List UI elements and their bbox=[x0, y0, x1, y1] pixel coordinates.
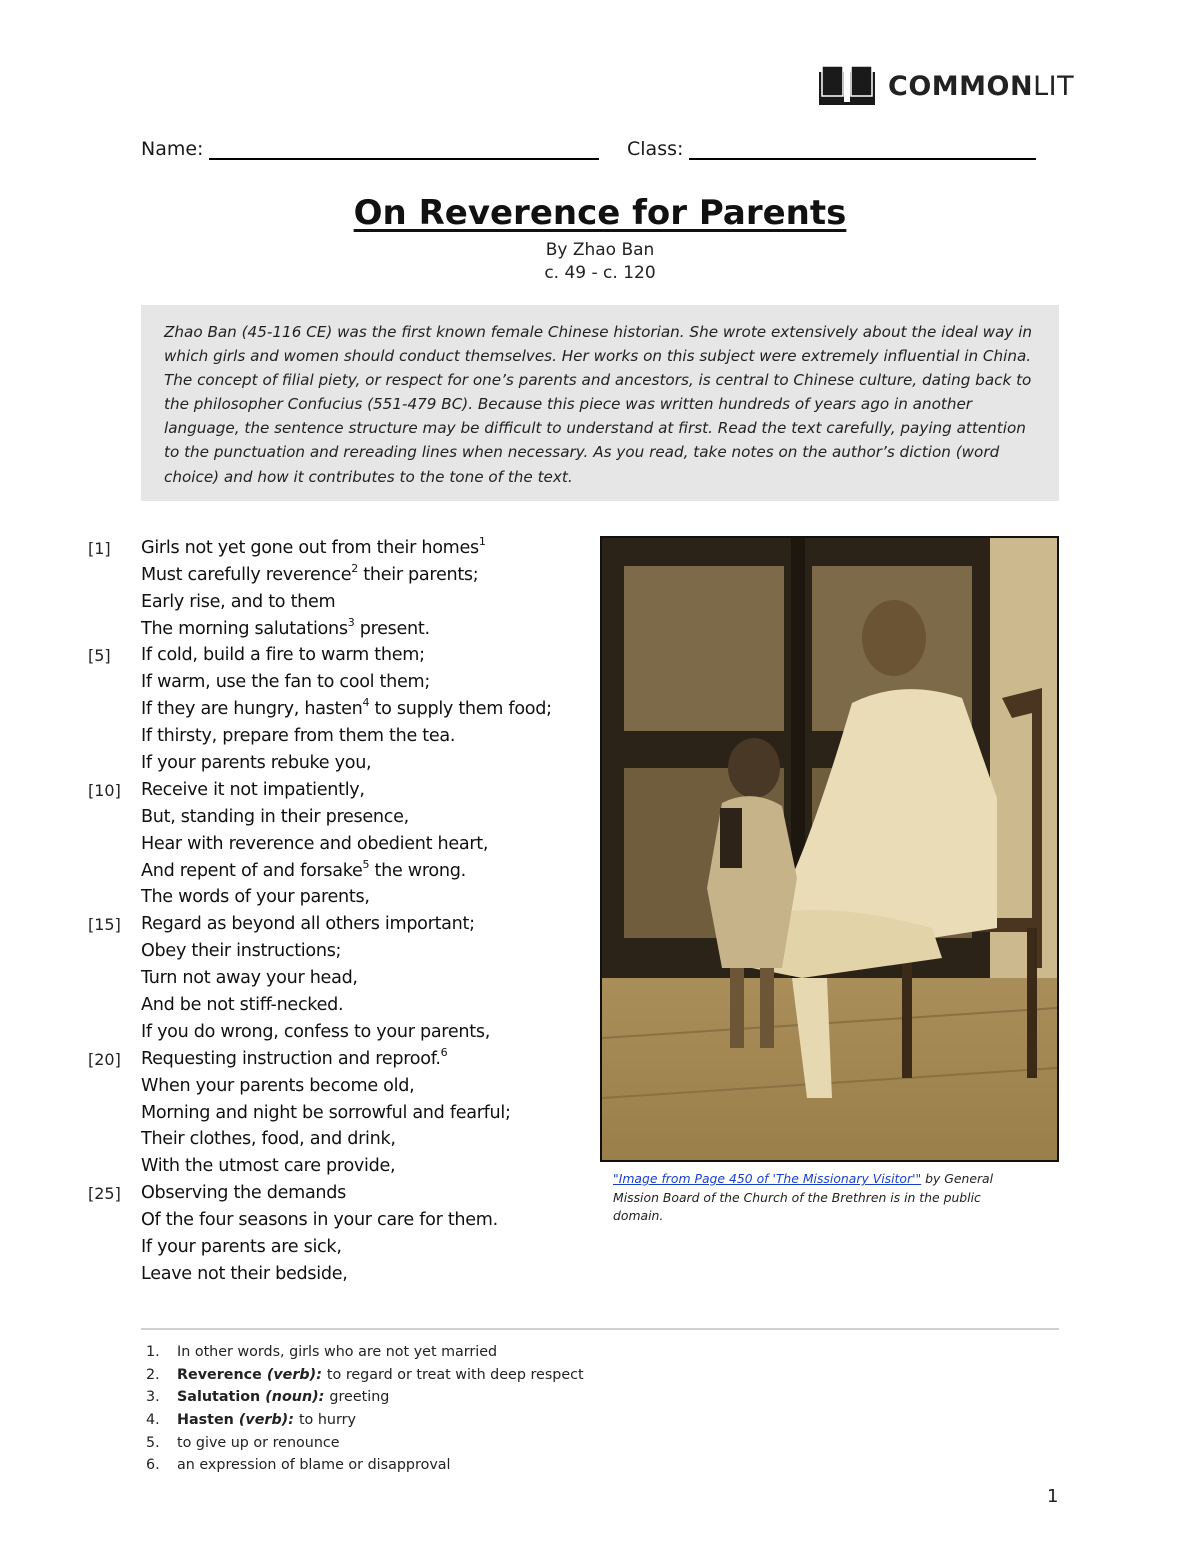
poem-line bbox=[88, 531, 608, 558]
line-text-main: Of the four seasons in your care for them. bbox=[141, 1210, 498, 1231]
line-text bbox=[141, 1210, 498, 1230]
footnote-number: 2. bbox=[146, 1366, 160, 1383]
line-text-main: If your parents rebuke you, bbox=[141, 753, 372, 774]
poem-line bbox=[88, 1257, 608, 1284]
footnote-item bbox=[146, 1386, 584, 1409]
line-text bbox=[141, 645, 425, 665]
footnote-term: Hasten bbox=[177, 1412, 234, 1429]
poem-line bbox=[88, 1042, 608, 1069]
poem-line bbox=[88, 665, 608, 692]
name-line[interactable] bbox=[209, 138, 599, 160]
poem-line bbox=[88, 1015, 608, 1042]
line-text bbox=[141, 672, 430, 692]
line-text bbox=[141, 857, 466, 881]
line-text bbox=[141, 1022, 490, 1042]
poem-line bbox=[88, 692, 608, 719]
line-text bbox=[141, 1183, 346, 1203]
line-text-main: Their clothes, food, and drink, bbox=[141, 1129, 396, 1150]
line-text bbox=[141, 615, 430, 639]
poem-line bbox=[88, 558, 608, 585]
footnote-term: Salutation bbox=[177, 1389, 261, 1406]
line-text-main: The morning salutations bbox=[141, 618, 348, 639]
footnote-part-of-speech: (verb): bbox=[266, 1366, 322, 1383]
line-text-main: Receive it not impatiently, bbox=[141, 779, 365, 800]
line-text-main: Hear with reverence and obedient heart, bbox=[141, 833, 489, 854]
footnote-term: Reverence bbox=[177, 1366, 262, 1383]
line-text-main: Observing the demands bbox=[141, 1183, 347, 1204]
line-text-main: Requesting instruction and reproof. bbox=[141, 1048, 441, 1069]
line-text bbox=[141, 1237, 342, 1257]
line-text-after: the wrong. bbox=[369, 860, 466, 881]
poem-line bbox=[88, 585, 608, 612]
poem-line bbox=[88, 1176, 608, 1203]
line-text bbox=[141, 1103, 511, 1123]
footnote-marker[interactable]: 6 bbox=[440, 1045, 448, 1059]
line-text bbox=[141, 807, 409, 827]
line-text-after: to supply them food; bbox=[369, 699, 552, 720]
line-text-after: present. bbox=[354, 618, 430, 639]
footnote-number: 4. bbox=[146, 1412, 160, 1429]
poem-line bbox=[88, 988, 608, 1015]
poem-line bbox=[88, 827, 608, 854]
author-dates: c. 49 - c. 120 bbox=[544, 263, 656, 283]
line-text-main: When your parents become old, bbox=[141, 1075, 415, 1096]
line-text-main: The words of your parents, bbox=[141, 887, 370, 908]
poem-line bbox=[88, 1123, 608, 1150]
line-number: [10] bbox=[88, 780, 121, 800]
line-text bbox=[141, 941, 341, 961]
line-text-main: Early rise, and to them bbox=[141, 591, 336, 612]
poem-line bbox=[88, 1149, 608, 1176]
line-text-main: Girls not yet gone out from their homes bbox=[141, 537, 479, 558]
footnote-item bbox=[146, 1454, 584, 1477]
line-text-main: If thirsty, prepare from them the tea. bbox=[141, 726, 456, 747]
poem-line bbox=[88, 639, 608, 666]
line-text bbox=[141, 753, 371, 773]
line-text-main: If warm, use the fan to cool them; bbox=[141, 672, 430, 693]
line-text-main: Morning and night be sorrowful and fearful; bbox=[141, 1102, 511, 1123]
footnote-divider bbox=[141, 1328, 1059, 1330]
page-title: On Reverence for Parents bbox=[353, 193, 847, 233]
line-text-after: their parents; bbox=[357, 564, 479, 585]
footnote-marker[interactable]: 3 bbox=[347, 615, 355, 629]
poem-line bbox=[88, 881, 608, 908]
line-text-main: Obey their instructions; bbox=[141, 941, 342, 962]
line-text-main: And repent of and forsake bbox=[141, 860, 363, 881]
name-label: Name: bbox=[141, 138, 204, 160]
poem-line bbox=[88, 612, 608, 639]
line-text bbox=[141, 1156, 395, 1176]
line-text-main: With the utmost care provide, bbox=[141, 1156, 396, 1177]
line-number: [1] bbox=[88, 538, 111, 558]
footnote-item bbox=[146, 1341, 584, 1364]
footnote-part-of-speech: (noun): bbox=[265, 1389, 325, 1406]
poem-line bbox=[88, 1069, 608, 1096]
image-caption bbox=[613, 1170, 1033, 1226]
footnote-number: 6. bbox=[146, 1457, 160, 1474]
footnote-item bbox=[146, 1409, 584, 1432]
line-number: [5] bbox=[88, 646, 111, 666]
footnote-marker[interactable]: 4 bbox=[362, 696, 370, 710]
footnote-definition: greeting bbox=[329, 1389, 390, 1406]
author-byline: By Zhao Ban bbox=[545, 240, 655, 260]
footnote-definition: to hurry bbox=[298, 1412, 356, 1429]
poem-line bbox=[88, 961, 608, 988]
line-text-main: If your parents are sick, bbox=[141, 1237, 342, 1258]
footnote-item bbox=[146, 1431, 584, 1454]
page-number: 1 bbox=[1047, 1486, 1059, 1507]
line-text bbox=[141, 834, 488, 854]
poem-line bbox=[88, 1203, 608, 1230]
footnote-definition: an expression of blame or disapproval bbox=[177, 1457, 451, 1474]
footnote-item bbox=[146, 1364, 584, 1387]
line-text bbox=[141, 592, 335, 612]
footnote-definition: to give up or renounce bbox=[177, 1434, 340, 1451]
name-field[interactable] bbox=[141, 138, 599, 160]
line-text bbox=[141, 914, 475, 934]
photo-illustration bbox=[602, 538, 1057, 1160]
line-text bbox=[141, 561, 479, 585]
footnote-marker[interactable]: 5 bbox=[362, 857, 370, 871]
line-text-main: Must carefully reverence bbox=[141, 564, 352, 585]
footnote-definition: In other words, girls who are not yet married bbox=[177, 1344, 498, 1361]
footnote-marker[interactable]: 1 bbox=[478, 534, 486, 548]
historical-photo bbox=[600, 536, 1059, 1162]
poem-line bbox=[88, 773, 608, 800]
footnote-number: 1. bbox=[146, 1344, 160, 1361]
poem-line bbox=[88, 800, 608, 827]
poem-line bbox=[88, 1230, 608, 1257]
line-text-main: If you do wrong, confess to your parents, bbox=[141, 1021, 490, 1042]
footnotes-list bbox=[146, 1341, 584, 1477]
line-text-main: Turn not away your head, bbox=[141, 968, 358, 989]
line-text bbox=[141, 534, 486, 558]
line-text bbox=[141, 696, 552, 720]
line-text-main: But, standing in their presence, bbox=[141, 806, 409, 827]
logo-text: COMMONLIT bbox=[888, 70, 1075, 102]
footnote-number: 3. bbox=[146, 1389, 160, 1406]
poem-line bbox=[88, 746, 608, 773]
commonlit-logo bbox=[818, 66, 1074, 106]
intro-text: Zhao Ban (45-116 CE) was the first known female Chinese historian. She wrote extensively about the ideal way in which girls and women should conduct themselves. Her works on this subject were extremely influential in China. The concept of filial piety, or respect for one’s parents and ancestors, is central to Chinese culture, dating back to the philosopher Confucius (551-479 BC). Because this piece was written hundreds of years ago in another language, the sentence structure may be difficult to understand at first. Read the text carefully, paying attention to the punctuation and rereading lines when necessary. As you read, take notes on the author’s diction (word choice) and how it contributes to the tone of the text. bbox=[164, 323, 1033, 486]
line-text bbox=[141, 995, 343, 1015]
poem-line bbox=[88, 1096, 608, 1123]
class-label: Class: bbox=[627, 138, 684, 160]
footnote-marker[interactable]: 2 bbox=[351, 561, 358, 575]
line-text-main: Regard as beyond all others important; bbox=[141, 914, 475, 935]
poem-line bbox=[88, 934, 608, 961]
line-number: [15] bbox=[88, 915, 121, 935]
line-text-main: If cold, build a fire to warm them; bbox=[141, 645, 425, 666]
image-caption-text: by General Mission Board of the Church of the Brethren is in the public domain. bbox=[613, 1171, 994, 1223]
line-text bbox=[141, 1045, 448, 1069]
book-icon bbox=[818, 66, 876, 106]
image-source-link[interactable]: "Image from Page 450 of 'The Missionary Visitor'" bbox=[613, 1171, 922, 1186]
footnote-definition: to regard or treat with deep respect bbox=[326, 1366, 584, 1383]
line-text bbox=[141, 1129, 396, 1149]
line-text bbox=[141, 726, 455, 746]
poem bbox=[88, 531, 608, 1284]
class-line[interactable] bbox=[689, 138, 1036, 160]
line-text-main: If they are hungry, hasten bbox=[141, 699, 363, 720]
poem-line bbox=[88, 907, 608, 934]
footnote-part-of-speech: (verb): bbox=[238, 1412, 294, 1429]
line-text bbox=[141, 1076, 414, 1096]
line-text bbox=[141, 1264, 348, 1284]
poem-line bbox=[88, 719, 608, 746]
line-text bbox=[141, 780, 365, 800]
footnote-number: 5. bbox=[146, 1434, 160, 1451]
line-text bbox=[141, 887, 370, 907]
line-number: [20] bbox=[88, 1049, 121, 1069]
line-text-main: Leave not their bedside, bbox=[141, 1263, 348, 1284]
class-field[interactable] bbox=[627, 138, 1036, 160]
line-text bbox=[141, 968, 358, 988]
line-number: [25] bbox=[88, 1184, 121, 1204]
poem-line bbox=[88, 854, 608, 881]
intro-box bbox=[141, 305, 1059, 501]
line-text-main: And be not stiff-necked. bbox=[141, 995, 344, 1016]
